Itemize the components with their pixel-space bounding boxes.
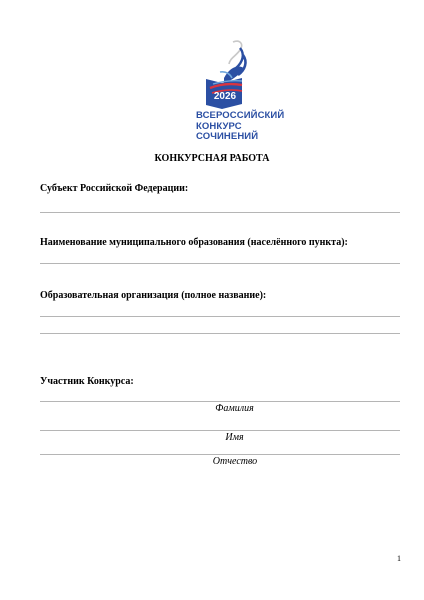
surname-line <box>40 401 400 402</box>
surname-caption: Фамилия <box>215 403 254 414</box>
organization-line-1 <box>40 316 400 317</box>
organization-label: Образовательная организация (полное название): <box>40 290 267 301</box>
logo-line: КОНКУРС <box>196 120 242 132</box>
logo-line: СОЧИНЕНИЙ <box>196 131 259 142</box>
organization-line-2 <box>40 333 400 334</box>
page-number: 1 <box>397 554 401 563</box>
municipality-label: Наименование муниципального образования (населённого пункта): <box>40 237 348 248</box>
logo-line: ВСЕРОССИЙСКИЙ <box>196 110 285 121</box>
patronymic-caption: Отчество <box>212 456 258 467</box>
name-line <box>40 430 400 431</box>
subject-line <box>40 212 400 213</box>
patronymic-line <box>40 454 400 455</box>
municipality-line <box>40 263 400 264</box>
logo-wordmark <box>196 111 286 143</box>
participant-label: Участник Конкурса: <box>40 376 134 387</box>
logo-year: 2026 <box>213 91 237 102</box>
subject-label: Субъект Российской Федерации: <box>40 183 189 194</box>
document-title: КОНКУРСНАЯ РАБОТА <box>154 153 270 164</box>
name-caption: Имя <box>225 432 244 443</box>
